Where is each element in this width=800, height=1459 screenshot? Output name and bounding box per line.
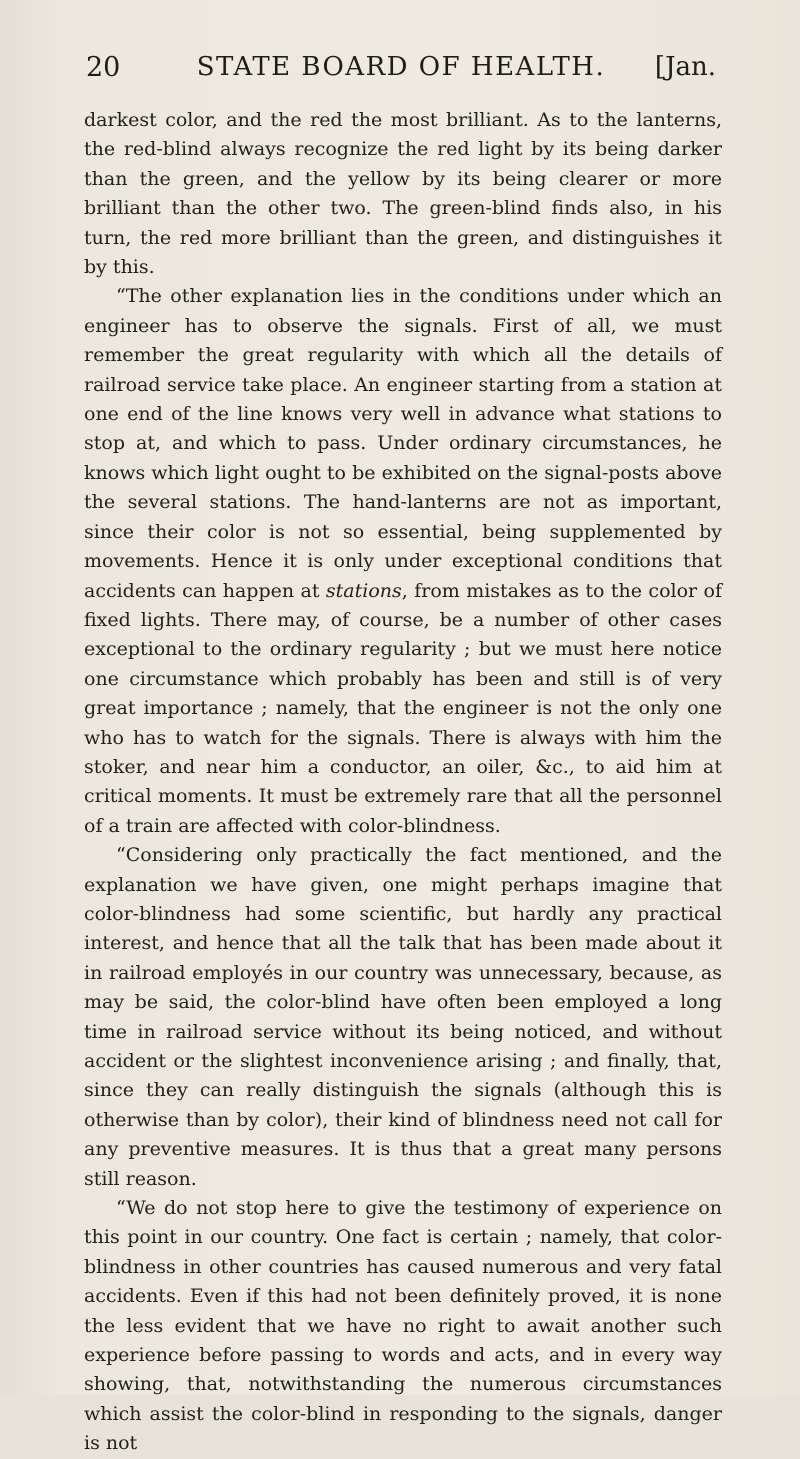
page-number: 20 — [86, 52, 121, 83]
paragraph-2: “The other explanation lies in the conditions under which an engineer has to observe the signals. First of all, we must remember the great regularity with which all the details of railroad service take place. An engineer starting from a station at one end of the line knows very well in advance what stations to stop at, and which to pass. Under ordinary circumstances, he knows which light ought to be exhibited on the signal-posts above the several stations. The hand-lanterns are not as important, since their color is not so essential, being supplemented by movements. Hence it is only under exceptional conditions that accidents can happen at stations, from mistakes as to the color of fixed lights. There may, of course, be a number of other cases exceptional to the ordinary regularity ; but we must here notice one circumstance which probably has been and still is of very great importance ; namely, that the engineer is not the only one who has to watch for the signals. There is always with him the stoker, and near him a conductor, an oiler, &c., to aid him at critical moments. It must be extremely rare that all the personnel of a train are affected with color-blindness. — [84, 285, 722, 837]
body-text — [84, 106, 722, 1459]
emphasis-stations: stations — [325, 579, 402, 602]
paragraph-1: darkest color, and the red the most brilliant. As to the lanterns, the red-blind always recognize the red light by its being darker than the green, and the yellow by its being clearer or more brilliant than the other two. The green-blind finds also, in his turn, the red more brilliant than the green, and distinguishes it by this. — [84, 109, 722, 279]
running-title: STATE BOARD OF HEALTH. — [196, 52, 606, 82]
paragraph-3: “Considering only practically the fact mentioned, and the explanation we have given, one might perhaps imagine that color-blindness had some scientific, but hardly any practical interest, and hence that all the talk that has been made about it in railroad employés in our country was unnecessary, because, as may be said, the color-blind have often been employed a long time in railroad service without its being noticed, and without accident or the slightest inconvenience arising ; and finally, that, since they can really distinguish the signals (although this is otherwise than by color), their kind of blindness need not call for any preventive measures. It is thus that a great many persons still reason. — [84, 844, 722, 1190]
page-header — [86, 52, 716, 92]
paragraph-4: “We do not stop here to give the testimony of experience on this point in our country. One fact is certain ; namely, that color-blindness in other countries has caused numerous and very fatal accidents. Even if this had not been definitely proved, it is none the less evident that we have no right to await another such experience before passing to words and acts, and in every way showing, that, notwithstanding the numerous circumstances which assist the color-blind in responding to the signals, danger is not — [84, 1197, 722, 1455]
header-date: [Jan. — [654, 52, 716, 82]
